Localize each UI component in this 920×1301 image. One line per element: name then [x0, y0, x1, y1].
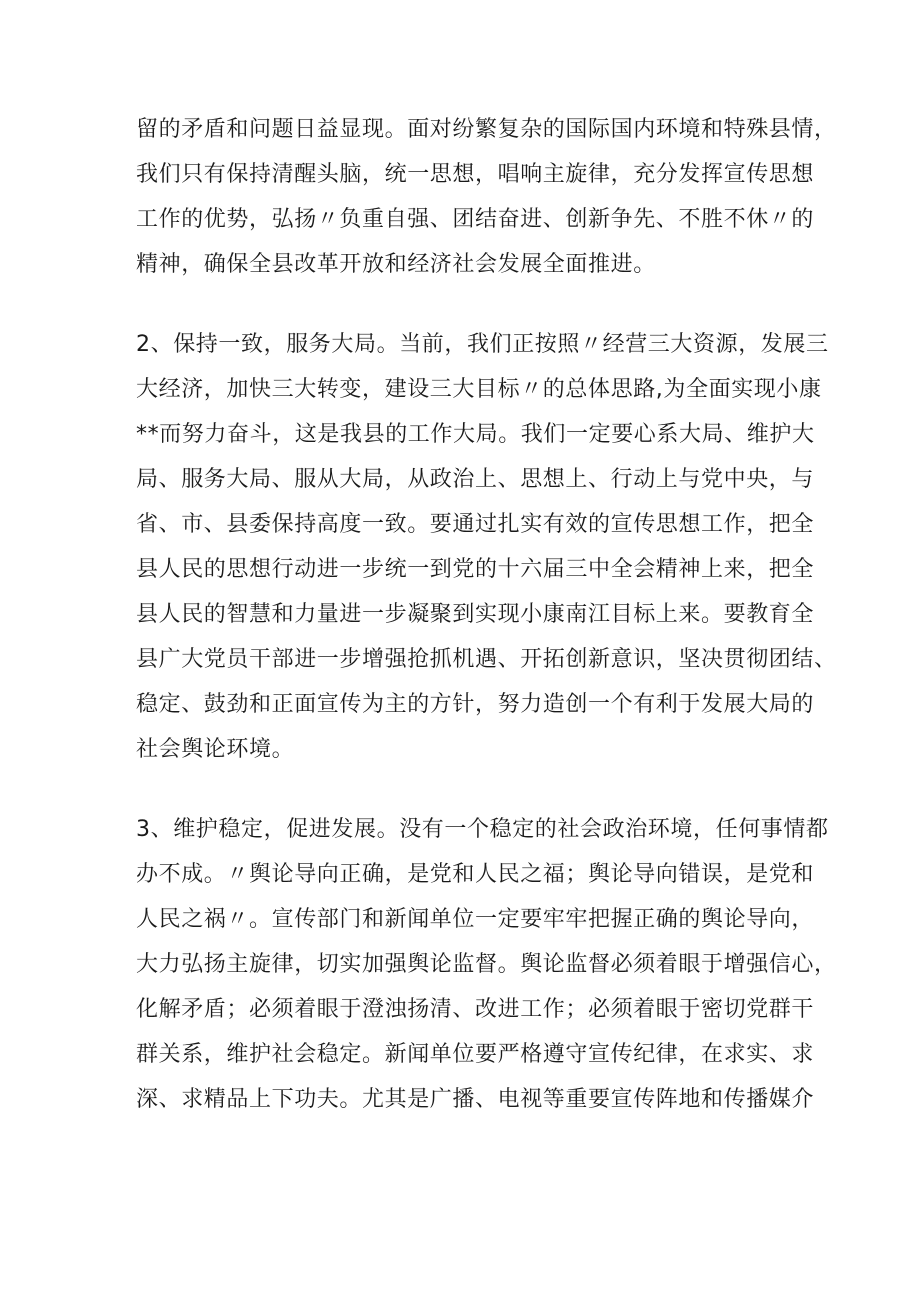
paragraph-1-line-2: 我们只有保持清醒头脑，统一思想，唱响主旋律，充分发挥宣传思想 [136, 162, 815, 187]
paragraph-1-line-3: 工作的优势，弘扬〃负重自强、团结奋进、创新争先、不胜不休〃的 [136, 207, 815, 232]
paragraph-2-line-9: 稳定、鼓劲和正面宣传为主的方针，努力造创一个有利于发展大局的 [136, 692, 815, 717]
paragraph-2-line-1: 2、保持一致，服务大局。当前，我们正按照〃经营三大资源，发展三 [136, 332, 829, 357]
paragraph-3-line-6: 群关系，维护社会稳定。新闻单位要严格遵守宣传纪律，在求实、求 [136, 1042, 815, 1067]
paragraph-3-line-5: 化解矛盾；必须着眼于澄浊扬清、改进工作；必须着眼于密切党群干 [136, 997, 815, 1022]
paragraph-2-line-4: 局、服务大局、服从大局，从政治上、思想上、行动上与党中央，与 [136, 467, 815, 492]
paragraph-1-line-4: 精神，确保全县改革开放和经济社会发展全面推进。 [136, 252, 656, 277]
paragraph-2-line-2: 大经济，加快三大转变，建设三大目标〃的总体思路,为全面实现小康 [136, 377, 822, 402]
paragraph-2-line-3: **而努力奋斗，这是我县的工作大局。我们一定要心系大局、维护大 [136, 422, 815, 447]
paragraph-2-line-5: 省、市、县委保持高度一致。要通过扎实有效的宣传思想工作，把全 [136, 512, 815, 537]
paragraph-2-line-10: 社会舆论环境。 [136, 737, 295, 762]
paragraph-3-line-7: 深、求精品上下功夫。尤其是广播、电视等重要宣传阵地和传播媒介 [136, 1087, 815, 1112]
paragraph-3-line-2: 办不成。〃舆论导向正确，是党和人民之福；舆论导向错误，是党和 [136, 862, 815, 887]
paragraph-3-line-3: 人民之祸〃。宣传部门和新闻单位一定要牢牢把握正确的舆论导向， [136, 907, 815, 932]
paragraph-2-line-8: 县广大党员干部进一步增强抢抓机遇、开拓创新意识，坚决贯彻团结、 [136, 647, 837, 672]
paragraph-3-line-1: 3、维护稳定，促进发展。没有一个稳定的社会政治环境，任何事情都 [136, 817, 829, 842]
paragraph-2-line-7: 县人民的智慧和力量进一步凝聚到实现小康南江目标上来。要教育全 [136, 602, 815, 627]
paragraph-2-line-6: 县人民的思想行动进一步统一到党的十六届三中全会精神上来，把全 [136, 557, 815, 582]
paragraph-1-line-1: 留的矛盾和问题日益显现。面对纷繁复杂的国际国内环境和特殊县情， [136, 117, 837, 142]
paragraph-3-line-4: 大力弘扬主旋律，切实加强舆论监督。舆论监督必须着眼于增强信心， [136, 952, 837, 977]
